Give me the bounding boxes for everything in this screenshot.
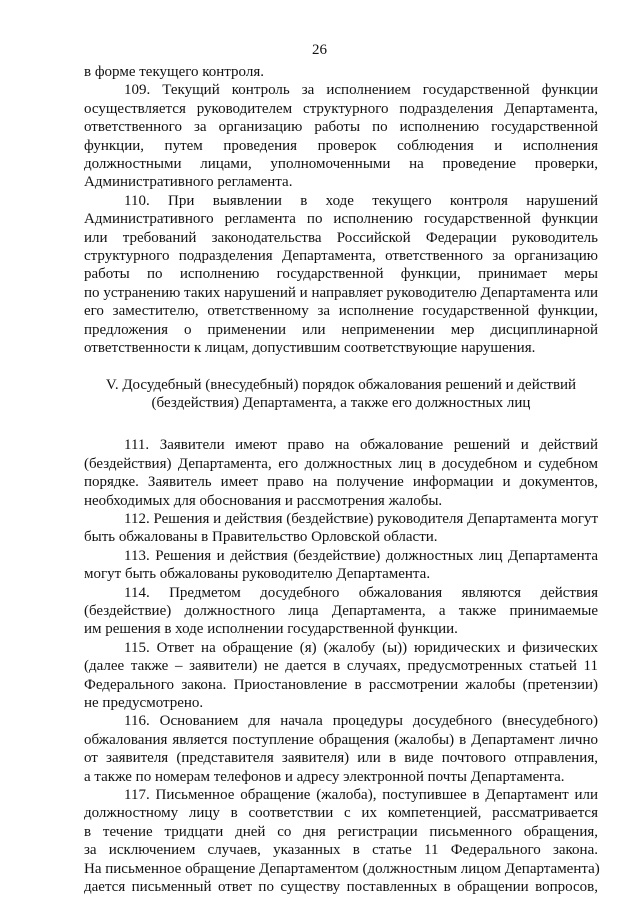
text-line: 113. Решения и действия (бездействие) должностных лиц Департамента xyxy=(124,547,598,564)
text-line: дается письменный ответ по существу поставленных в обращении вопросов, xyxy=(84,879,598,896)
text-line: (бездействие) должностного лица Департамента, а также принимаемые xyxy=(84,602,598,619)
document-body xyxy=(84,63,598,896)
text-line: порядке. Заявитель имеет право на получение информации и документов, xyxy=(84,474,598,491)
text-line: 114. Предметом досудебного обжалования являются действия xyxy=(124,584,598,601)
text-line: 109. Текущий контроль за исполнением государственной функции xyxy=(124,82,598,99)
text-line: 110. При выявлении в ходе текущего контроля нарушений xyxy=(124,192,598,209)
text-line: его заместителю, ответственному за исполнение государственной функции, xyxy=(84,303,598,320)
text-line: 115. Ответ на обращение (я) (жалобу (ы)) юридических и физических xyxy=(124,639,598,656)
text-line: 116. Основанием для начала процедуры досудебного (внесудебного) xyxy=(124,713,598,730)
text-line: 112. Решения и действия (бездействие) руководителя Департамента могут xyxy=(124,510,599,527)
text-line: или требований законодательства Российской Федерации руководитель xyxy=(84,229,598,246)
text-line: от заявителя (представителя заявителя) или в виде почтового отправления, xyxy=(84,750,598,767)
text-line: Административного регламента. xyxy=(84,174,293,191)
text-line: по устранению таких нарушений и направляет руководителю Департамента или xyxy=(84,284,598,301)
paragraph-111 xyxy=(84,436,598,510)
section-heading xyxy=(84,376,598,413)
paragraph-115 xyxy=(84,639,598,713)
text-line: а также по номерам телефонов и адресу электронной почты Департамента. xyxy=(84,768,565,785)
paragraph-109 xyxy=(84,81,598,191)
text-line: предложения о применении или неприменении мер дисциплинарной xyxy=(84,321,598,338)
text-line: На письменное обращение Департаментом (должностным лицом Департамента) xyxy=(84,860,600,877)
heading-line: V. Досудебный (внесудебный) порядок обжалования решений и действий xyxy=(105,376,577,393)
text-line: ответственного за организацию работы по исполнению государственной xyxy=(84,119,598,136)
text-line: осуществляется руководителем структурного подразделения Департамента, xyxy=(84,100,598,117)
text-line: в течение тридцати дней со дня регистрации письменного обращения, xyxy=(84,823,598,840)
text-line: 117. Письменное обращение (жалоба), поступившее в Департамент или xyxy=(124,787,598,804)
paragraph-continuation xyxy=(84,63,598,81)
paragraph-114 xyxy=(84,584,598,639)
text-line: за исключением случаев, указанных в статье 11 Федерального закона. xyxy=(84,842,598,859)
text-line: не предусмотрено. xyxy=(84,695,204,711)
text-line: Федерального закона. Приостановление в рассмотрении жалобы (претензии) xyxy=(84,676,598,693)
paragraph-112 xyxy=(84,510,598,547)
text-line: работы по исполнению государственной функции, принимает меры xyxy=(84,266,598,283)
text-line: (бездействия) Департамента, его должностных лиц в досудебном и судебном xyxy=(84,455,598,472)
text-line: им решения в ходе исполнении государственной функции. xyxy=(84,621,458,638)
text-line: (далее также – заявители) не дается в случаях, предусмотренных статьей 11 xyxy=(84,658,598,675)
paragraph-116 xyxy=(84,712,598,786)
text-line: ответственности к лицам, допустившим соответствующие нарушения. xyxy=(84,340,536,357)
text-line: должностному лицу в соответствии с их компетенцией, рассматривается xyxy=(84,805,598,822)
paragraph-113 xyxy=(84,547,598,584)
text-line: Административного регламента по исполнению государственной функции xyxy=(84,211,598,228)
text-line: быть обжалованы в Правительство Орловской области. xyxy=(84,529,438,546)
text-line: структурного подразделения Департамента, ответственного за организацию xyxy=(84,248,598,265)
paragraph-117 xyxy=(84,786,598,896)
paragraph-110 xyxy=(84,192,598,358)
text-line: 111. Заявители имеют право на обжалование решений и действий xyxy=(124,437,598,454)
text-line: функции, путем проведения проверок соблюдения и исполнения xyxy=(84,137,598,154)
text-line: необходимых для обоснования и рассмотрения жалобы. xyxy=(84,492,443,509)
text-line: должностными лицами, уполномоченными на проведение проверки, xyxy=(84,156,598,173)
spacer xyxy=(84,358,598,376)
spacer xyxy=(84,412,598,436)
text-line: могут быть обжалованы руководителю Департамента. xyxy=(84,566,431,583)
heading-line: (бездействия) Департамента, а также его должностных лиц xyxy=(151,394,531,411)
page-number: 26 xyxy=(312,42,327,58)
text-line: в форме текущего контроля. xyxy=(84,64,264,80)
text-line: обжалования является поступление обращения (жалобы) в Департамент лично xyxy=(84,731,598,748)
